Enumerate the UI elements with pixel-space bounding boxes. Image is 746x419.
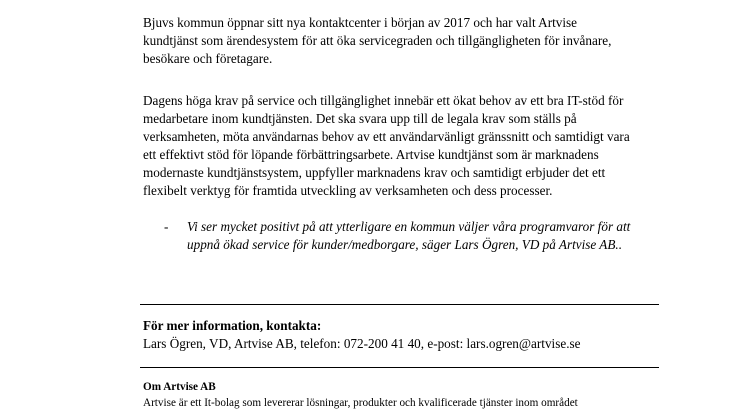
quote-line: Vi ser mycket positivt på att ytterligare en kommun väljer våra programvaror för att — [187, 219, 631, 234]
intro-line: kundtjänst som ärendesystem för att öka servicegraden och tillgängligheten för invånare, — [143, 33, 612, 48]
quote-block — [164, 218, 684, 254]
about-heading: Om Artvise AB — [143, 381, 216, 393]
body-line: medarbetare inom kundtjänsten. Det ska svara upp till de legala krav som ställs på — [143, 111, 577, 126]
body-line: ett effektivt stöd för löpande förbättringsarbete. Artvise kundtjänst som är marknadens — [143, 147, 599, 162]
intro-line: Bjuvs kommun öppnar sitt nya kontaktcenter i början av 2017 och har valt Artvise — [143, 15, 578, 30]
body-line: Dagens höga krav på service och tillgänglighet innebär ett ökat behov av ett bra IT-stöd för — [143, 93, 624, 108]
body-line: modernaste kundtjänstsystem, uppfyller marknadens krav och samtidigt erbjuder det ett — [143, 165, 606, 180]
about-text: Artvise är ett It-bolag som levererar lösningar, produkter och kvalificerade tjänster inom området — [143, 397, 578, 409]
intro-line: besökare och företagare. — [143, 51, 273, 66]
divider-top — [140, 304, 659, 305]
body-paragraph — [143, 92, 663, 200]
body-line: verksamheten, möta användarnas behov av ett användarvänligt gränssnitt och samtidigt vara — [143, 129, 630, 144]
intro-paragraph — [143, 14, 663, 68]
contact-details: Lars Ögren, VD, Artvise AB, telefon: 072-200 41 40, e-post: lars.ogren@artvise.se — [143, 336, 581, 351]
contact-heading: För mer information, kontakta: — [143, 318, 322, 333]
quote-dash: - — [164, 219, 169, 234]
body-line: flexibelt verktyg för framtida utveckling av verksamheten och dess processer. — [143, 183, 553, 198]
quote-line: uppnå ökad service för kunder/medborgare, säger Lars Ögren, VD på Artvise AB.. — [187, 237, 623, 252]
divider-bottom — [140, 367, 659, 368]
